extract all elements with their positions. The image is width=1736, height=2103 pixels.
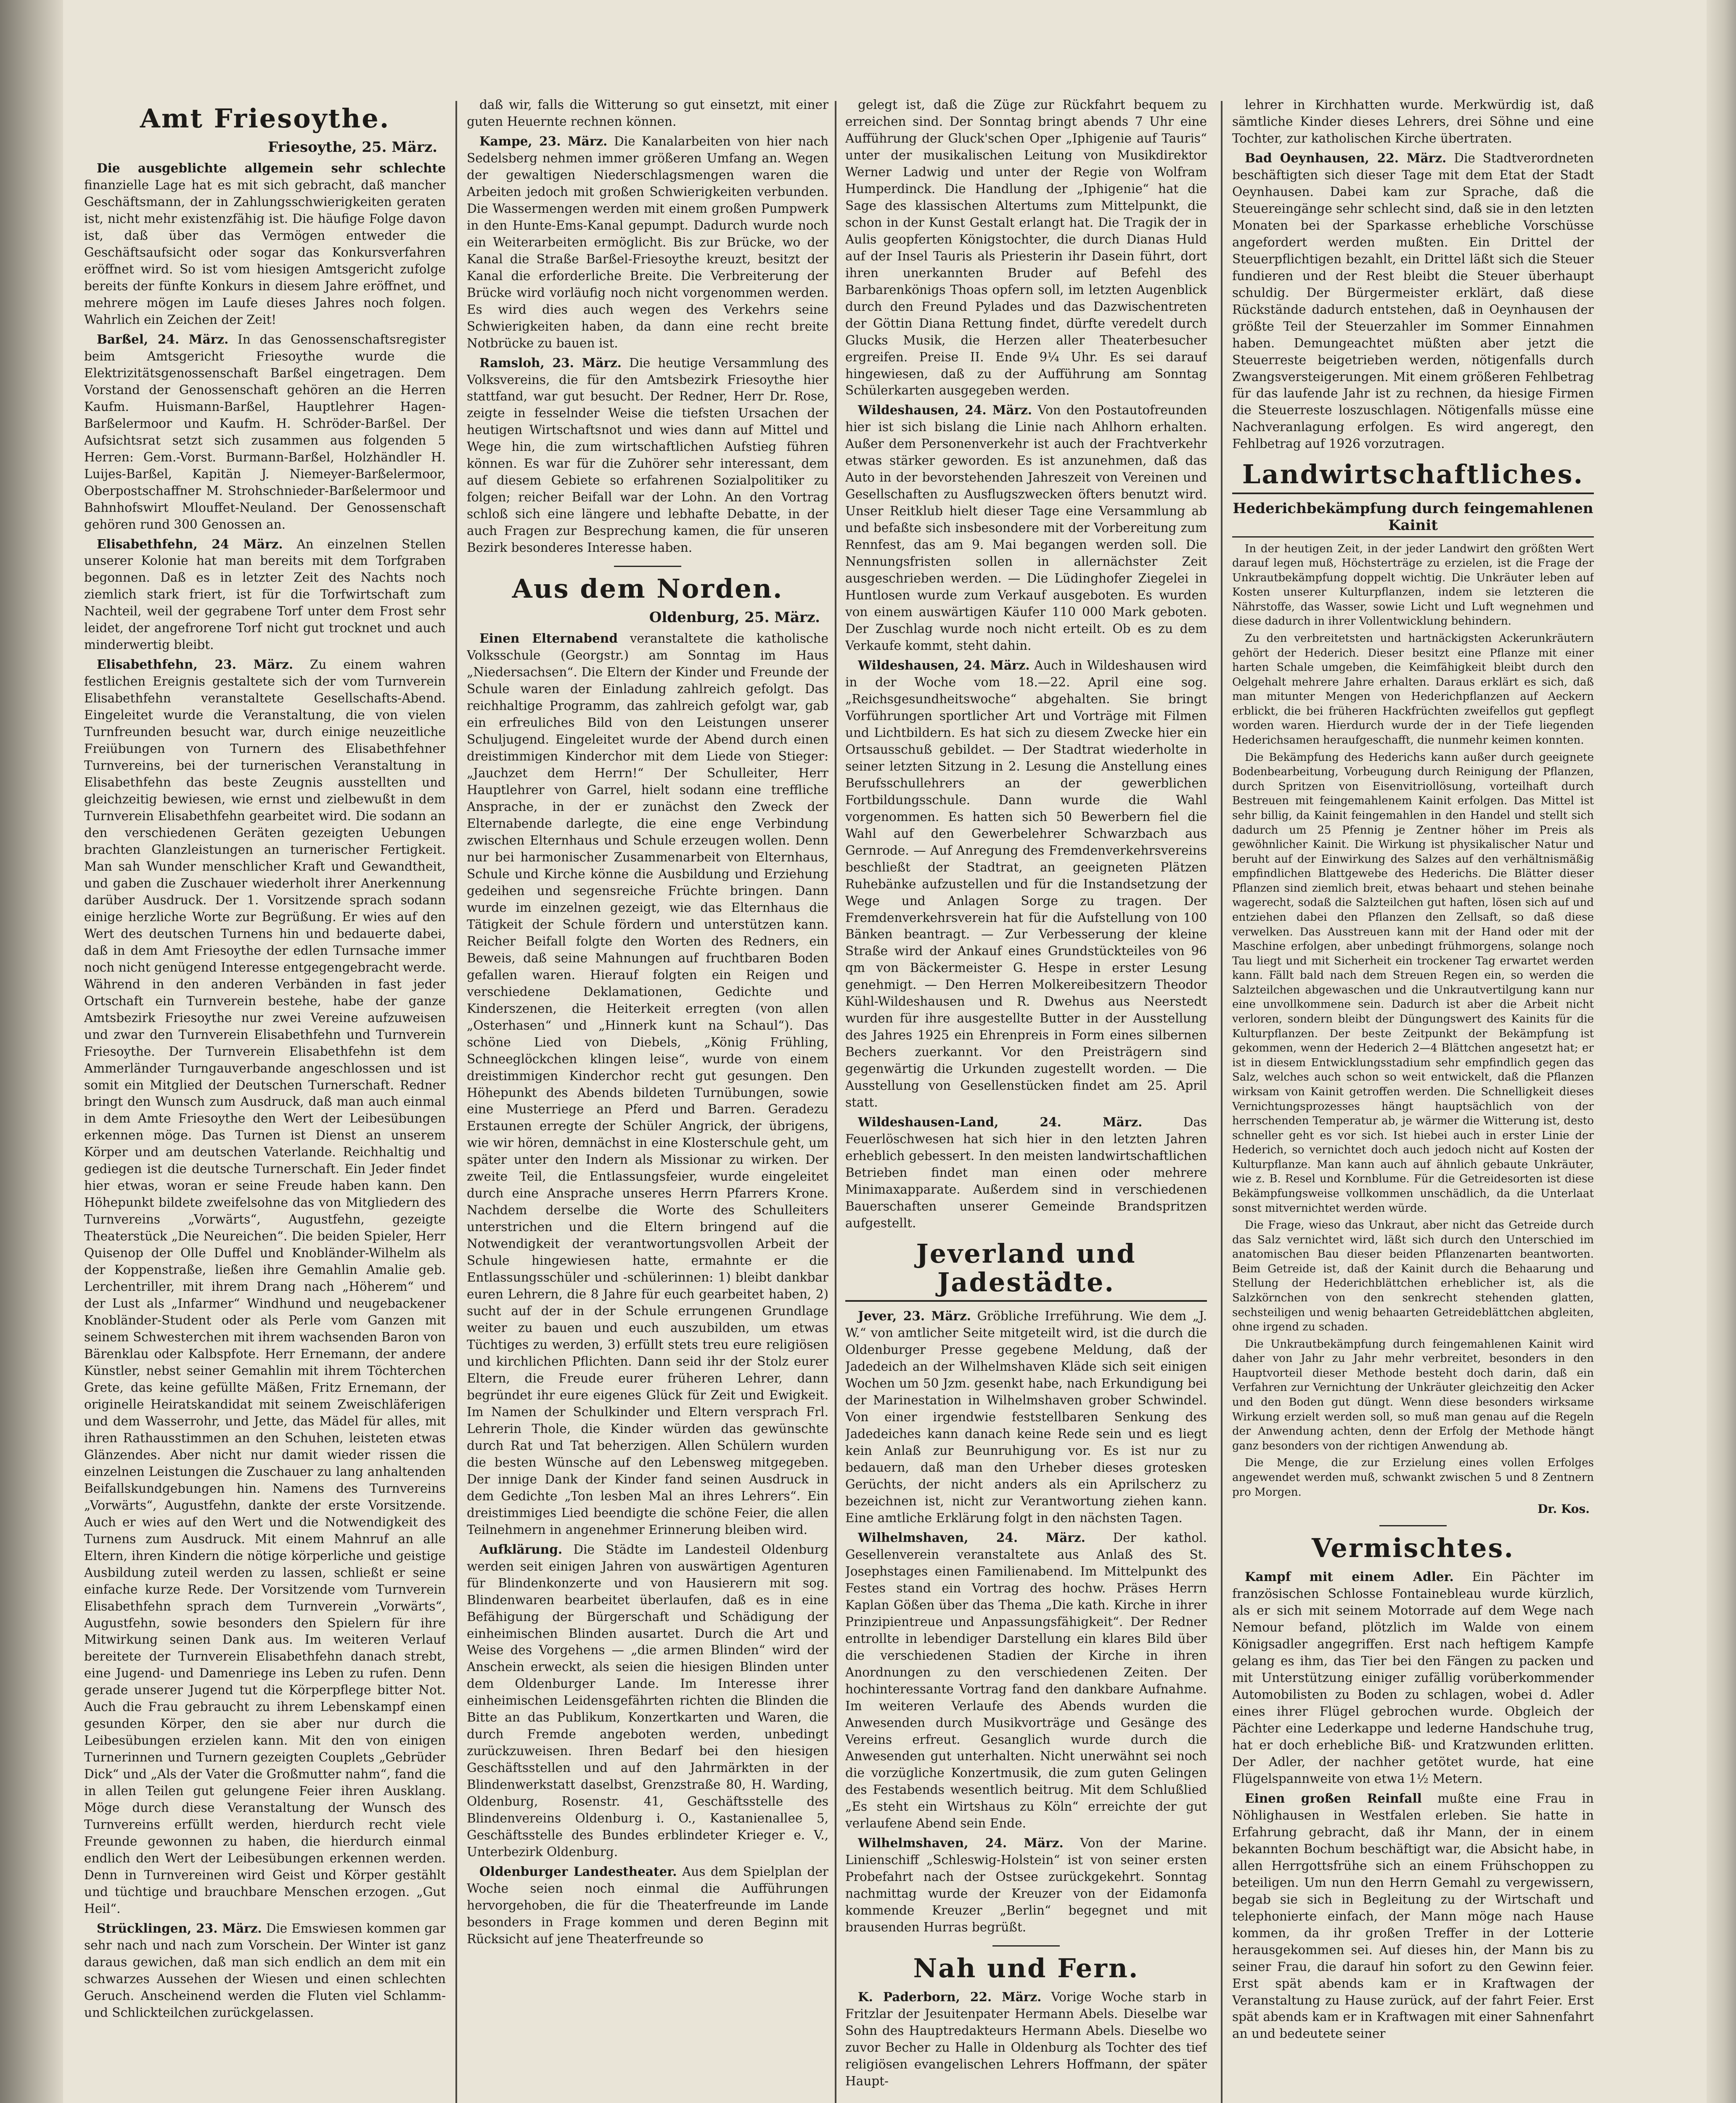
article-text: Das Feuerlöschwesen hat sich hier in den letzten Jahren erheblich gebessert. In den meisten landwirtschaftlichen Betrieben findet man einen oder mehrere Minimaxapparate. Außerdem sind in verschiedenen Bauerschaften unserer Gemeinde Brandspritzen aufgestellt.: [845, 1115, 1207, 1230]
article-paragraph: [1232, 750, 1594, 1216]
article-dateline: Barßel, 24. März.: [97, 331, 229, 347]
binding-gutter: [0, 0, 63, 2103]
section-heading: Amt Friesoythe.: [140, 103, 390, 134]
article-paragraph: [845, 1114, 1207, 1232]
article-text: Der kathol. Gesellenverein veranstaltete aus Anlaß des St. Josephstages einen Familienabend. Im Mittelpunkt des Festes stand ein Vortrag des hochw. Präses Herrn Kaplan Gößen über das Thema „Die kath. Kirche in ihrer Prinzipientreue und Anpassungsfähigkeit“. Der Redner entrollte in lebendiger Darstellung ein klares Bild über die verschiedenen Stadien der Kirche in ihren Anordnungen zu den verschiedenen Zeiten. Der hochinteressante Vortrag fand den dankbare Aufnahme. Im weiteren Verlaufe des Abends wurden die Anwesenden durch Musikvorträge und Gesänge des Vereins erfreut. Gesanglich wurde durch die Anwesenden gut unterhalten. Nicht unerwähnt sei noch die vorzügliche Konzertmusik, die zum guten Gelingen des Festabends wesentlich beitrug. Mit dem Schlußlied „Es steht ein Wirtshaus zu Köln“ erreichte der gut verlaufene Abend sein Ende.: [845, 1530, 1207, 1831]
article-text: Die Unkrautbekämpfung durch feingemahlenen Kainit wird daher von Jahr zu Jahr mehr verbreitet, besonders in den Hauptvorteil dieser Methode besteht doch darin, daß ein Verfahren zur Vernichtung der Unkräuter gleichzeitig den Acker und den Boden gut düngt. Wenn diese besonders wirksame Wirkung erzielt werden soll, so muß man genau auf die Regeln der Anwendung achten, denn der Erfolg der Methode hängt ganz besonders von der richtigen Anwendung ab.: [1232, 1338, 1594, 1452]
column-4: [1232, 97, 1594, 2103]
article-paragraph: [467, 1541, 828, 1861]
column-3: [845, 97, 1207, 2103]
article-paragraph: [1232, 1456, 1594, 1499]
dateline: Oldenburg, 25. März.: [649, 609, 820, 626]
article-paragraph: [1232, 1790, 1594, 2043]
article-text: Ein Pächter im französischen Schlosse Fontainebleau wurde kürzlich, als er sich mit seinem Motorrade auf dem Wege nach Nemour befand, plötzlich im Walde von einem Königsadler angegriffen. Erst nach heftigem Kampfe gelang es ihm, das Tier bei den Fängen zu packen und mit Unterstützung einiger zufällig vorüberkommender Automobilisten zu Boden zu schlagen, wobei d. Adler eines ihrer Flügel gebrochen wurde. Obgleich der Pächter eine Lederkappe und lederne Handschuhe trug, hat er doch erhebliche Biß- und Kratzwunden erlitten. Der Adler, der nachher getötet wurde, hat eine Flügelspannweite von etwa 1½ Metern.: [1232, 1570, 1594, 1786]
article-paragraph: [1232, 631, 1594, 748]
author-signature: Dr. Kos.: [1538, 1502, 1590, 1516]
article-paragraph: [84, 160, 446, 328]
article-dateline: Oldenburger Landestheater.: [479, 1864, 677, 1879]
article-text: Die Städte im Landesteil Oldenburg werden seit einigen Jahren von auswärtigen Agenturen für Blindenkonzerte und von Hausierern mit sog. Blindenwaren bearbeitet überlaufen, daß es in eine Befähigung der Bürgerschaft und Schädigung der einheimischen Blinden ausartet. Durch die Art und Weise des Vorgehens — „die armen Blinden“ wird der Anschein erweckt, als seien die hiesigen Blinden unter dem Oldenburger Lande. Im Interesse ihrer einheimischen Leidensgefährten richten die Blinden die Bitte an das Publikum, Konzertkarten und Waren, die durch Fremde angeboten werden, unbedingt zurückzuweisen. Ihren Bedarf bei den hiesigen Geschäftsstellen und auf den Jahrmärkten in der Blindenwerkstatt daselbst, Grenzstraße 80, H. Warding, Oldenburg, Rosenstr. 41, Geschäftsstelle des Blindenvereins Oldenburg i. O., Kastanienallee 5, Geschäftsstelle des Bundes erblindeter Krieger e. V., Unterbezirk Oldenburg.: [467, 1542, 828, 1859]
article-text: Zu den verbreitetsten und hartnäckigsten Ackerunkräutern gehört der Hederich. Dieser besitzt eine Pflanze mit einer harten Schale umgeben, die Keimfähigkeit bleibt durch den Oelgehalt mehrere Jahre erhalten. Daraus erklärt es sich, daß man mitunter Mengen von Hederichpflanzen auf Aeckern erblickt, die bei früheren Hackfrüchten zweifellos gut gepflegt worden waren. Hierdurch wurde der in der Tiefe liegenden Hederichsamen heraufgeschafft, die nunmehr keimen konnten.: [1232, 632, 1594, 747]
article-dateline: Einen Elternabend: [479, 631, 618, 646]
section-heading: Aus dem Norden.: [512, 573, 783, 604]
article-dateline: Aufklärung.: [479, 1541, 563, 1557]
column-rule: [1221, 101, 1223, 2103]
article-dateline: Kampe, 23. März.: [479, 133, 608, 148]
article-paragraph: [845, 657, 1207, 1111]
article-text: finanzielle Lage hat es mit sich gebracht, daß mancher Geschäftsmann, der in Zahlungsschwierigkeiten geraten ist, nicht mehr existenzfähig ist. Die häufige Folge davon ist, daß über das Vermögen entweder die Geschäftsaufsicht oder sogar das Konkursverfahren eröffnet wird. So ist vom hiesigen Amtsgericht zufolge bereits der fünfte Konkurs in diesem Jahre eröffnet, und mehrere mögen im Laufe dieses Jahres noch folgen. Wahrlich ein Zeichen der Zeit!: [84, 178, 446, 327]
article-text: Vorige Woche starb in Fritzlar der Jesuitenpater Hermann Abels. Dieselbe war Sohn des Hauptredakteurs Hermann Abels. Dieselbe wo zuvor Becher zu Halle in Oldenburg als Tochter des tief religiösen evangelischen Lehrers Hoffmann, der später Haupt-: [845, 1990, 1207, 2089]
article-dateline: Strücklingen, 23. März.: [97, 1920, 262, 1936]
dateline: Friesoythe, 25. März.: [267, 139, 437, 156]
article-text: Die heutige Versammlung des Volksvereins, die für den Amtsbezirk Friesoythe hier stattfand, war gut besucht. Der Redner, Herr Dr. Rose, zeigte in fesselnder Weise die tiefsten Ursachen der heutigen Wirtschaftsnot und wies dann auf Mittel und Wege hin, die zum wirtschaftlichen Aufstieg führen können. Es war für die Zuhörer sehr interessant, dem auf diesem Gebiete so erfahrenen Sozialpolitiker zu folgen; reicher Beifall war der Lohn. An den Vortrag schloß sich eine längere und lebhafte Debatte, in der auch Fragen zur Besprechung kamen, die für unseren Bezirk besonderes Interesse haben.: [467, 355, 828, 555]
column-rule: [455, 101, 457, 2103]
article-paragraph: [84, 331, 446, 533]
article-list: [84, 160, 446, 2021]
separator: [1379, 1525, 1447, 1526]
article-list: [1232, 97, 1594, 453]
sub-heading: Hederichbekämpfung durch feingemahlenen Kainit: [1232, 500, 1594, 538]
separator: [992, 1945, 1060, 1947]
article-paragraph: [1232, 150, 1594, 453]
article-text: Die Menge, die zur Erzielung eines vollen Erfolges angewendet werden muß, schwankt zwischen 5 und 8 Zentnern pro Morgen.: [1232, 1457, 1594, 1499]
section-heading: Vermischtes.: [1312, 1533, 1514, 1564]
article-list: [467, 97, 828, 556]
article-dateline: Elisabethfehn, 23. März.: [97, 657, 293, 672]
article-paragraph: [1232, 97, 1594, 147]
article-list: [845, 97, 1207, 1232]
article-dateline: Die ausgeblichte allgemein sehr schlechte: [97, 161, 446, 176]
article-paragraph: [845, 1835, 1207, 1936]
article-dateline: Wildeshausen, 24. März.: [858, 657, 1030, 673]
article-text: Die Kanalarbeiten von hier nach Sedelsberg nehmen immer größeren Umfang an. Wegen der gewaltigen Niederschlagsmengen waren die Arbeiten jedoch mit großen Schwierigkeiten verbunden. Die Wassermengen werden mit einem großen Pumpwerk in den Hunte-Ems-Kanal gepumpt. Dadurch wurde noch ein Weiterarbeiten ermöglicht. Bis zur Brücke, wo der Kanal die Straße Barßel-Friesoythe kreuzt, besitzt der Kanal die erforderliche Breite. Die Verbreiterung der Brücke wird vorläufig noch nicht vorgenommen werden. Es wird dies auch wegen des Verkehrs seine Schwierigkeiten haben, da dann eine recht breite Notbrücke zu bauen ist.: [467, 134, 828, 350]
article-text: Von den Postautofreunden hier ist sich bislang die Linie nach Ahlhorn erhalten. Außer dem Personenverkehr ist auch der Frachtverkehr etwas stärker geworden. Es ist anzunehmen, daß das Auto in der bevorstehenden Jahreszeit von Vereinen und Gesellschaften zu Ausflugszwecken öfters benutzt wird. Unser Reitklub hielt dieser Tage eine Versammlung ab und befaßte sich insbesondere mit der Vorbereitung zum Rennfest, das am 9. Mai begangen werden soll. Die Nennungsfristen sollen in allernächster Zeit ausgeschrieben werden. — Die Lüdinghofer Ziegelei in Huntlosen wurde zum Verkauf ausgeboten. Es wurden von einem auswärtigen Käufer 110 000 Mark geboten. Der Zuschlag wurde noch nicht erteilt. Ob es zu dem Verkaufe kommt, steht dahin.: [845, 403, 1207, 653]
article-dateline: Wildeshausen-Land, 24. März.: [858, 1115, 1143, 1130]
article-list: [1232, 1568, 1594, 2042]
article-text: daß wir, falls die Witterung so gut einsetzt, mit einer guten Heuernte rechnen können.: [467, 98, 828, 129]
page-edge: [1707, 0, 1736, 2103]
column-1: [84, 97, 446, 2103]
article-text: Auch in Wildeshausen wird in der Woche vom 18.—22. April eine sog. „Reichsgesundheitswoche“ abgehalten. Sie bringt Vorführungen sportlicher Art und Vorträge mit Filmen und Lichtbildern. Es hat sich zu diesem Zwecke hier ein Ortsausschuß gebildet. — Der Stadtrat wiederholte in seiner letzten Sitzung in 2. Lesung die Anstellung eines Berufsschullehrers an der gewerblichen Fortbildungsschule. Dann wurde die Wahl vorgenommen. Es hatten sich 50 Bewerbern fiel die Wahl auf den Gewerbelehrer Schwarzbach aus Gernrode. — Auf Anregung des Fremdenverkehrsvereins beschließt der Stadtrat, an geeigneten Plätzen Ruhebänke aufzustellen und für die Instandsetzung der Wege und Anlagen Sorge zu tragen. Der Fremdenverkehrsverein hat für die Aufstellung von 100 Bänken beantragt. — Zur Verbesserung der kleine Straße wird der Ankauf eines Grundstückteiles von 96 qm von Bäckermeister G. Hespe in erster Lesung genehmigt. — Den Herren Molkereibesitzern Theodor Kühl-Wildeshausen und R. Dwehus aus Neerstedt wurden für ihre ausgestellte Butter in der Ausstellung des Jahres 1925 ein Ehrenpreis in Form eines silbernen Bechers zuerkannt. Vor den Preisträgern sind gegenwärtig die Urkunden zugestellt worden. — Die Ausstellung von Gesellenstücken findet am 25. April statt.: [845, 658, 1207, 1110]
article-text: Die Bekämpfung des Hederichs kann außer durch geeignete Bodenbearbeitung, Vorbeugung durch Reinigung der Pflanzen, durch Spritzen von Eisenvitriollösung, vorteilhaft durch Bestreuen mit feingemahlenem Kainit erfolgen. Das Mittel ist sehr billig, da Kainit feingemahlen in den Handel und stellt sich dadurch um 25 Pfennig je Zentner höher im Preis als gewöhnlicher Kainit. Die Wirkung ist physikalischer Natur und beruht auf der Einwirkung des Salzes auf den verhältnismäßig empfindlichen Blattgewebe des Hederichs. Die Blätter dieser Pflanzen sind ziemlich breit, etwas behaart und stehen beinahe wagerecht, sodaß die Salzteilchen gut haften, lösen sich auf und entziehen dabei den Pflanzen den Zellsaft, so daß diese verwelken. Das Ausstreuen kann mit der Hand oder mit der Maschine erfolgen, aber unbedingt frühmorgens, solange noch Tau liegt und mit Sicherheit ein trockener Tag erwartet werden kann. Fällt bald nach dem Streuen Regen ein, so werden die Salzteilchen abgewaschen und die Unkrautvertilgung kann nur eine unvollkommene sein. Dadurch ist aber die Arbeit nicht verloren, sondern bleibt der Düngungswert des Kainits für die Kulturpflanzen. Der beste Zeitpunkt der Bekämpfung ist gekommen, wenn der Hederich 2—4 Blättchen angesetzt hat; er ist in diesem Entwicklungsstadium sehr empfindlich gegen das Salz, welches auch schon so weit entwickelt, daß die Pflanzen wirksam von Kainit getroffen werden. Die Schnelligkeit dieses Vernichtungsprozesses hängt hauptsächlich von der herrschenden Temperatur ab, je wärmer die Witterung ist, desto schneller geht es vor sich. Ist hiebei auch in erster Linie der Hederich, so vernichtet doch auch jedoch nicht auf Kosten der Kulturpflanze. Man kann auch auf ähnlich gebaute Unkräuter, wie z. B. Resel und Kornblume. Für die Getreidesorten ist diese Bekämpfungsweise vollkommen unschädlich, da die Unterlaat sonst mitvernichtet werden würde.: [1232, 751, 1594, 1215]
article-text: Die Emswiesen kommen gar sehr nach und nach zum Vorschein. Der Winter ist ganz daraus gewichen, daß man sich endlich an dem mit ein schwarzes Aussehen der Wiesen und einen schlechten Geruch. Anscheinend werden die Fluten viel Schlamm- und Schlickteilchen zurückgelassen.: [84, 1921, 446, 2020]
article-dateline: Ramsloh, 23. März.: [479, 355, 622, 370]
article-paragraph: [845, 402, 1207, 654]
article-dateline: K. Paderborn, 22. März.: [858, 1989, 1042, 2005]
article-text: veranstaltete die katholische Volksschule (Georgstr.) am Sonntag im Haus „Niedersachsen“. Die Eltern der Kinder und Freunde der Schule waren der Einladung zahlreich gefolgt. Das reichhaltige Programm, das zahlreich gefolgt war, gab ein erfreuliches Bild von den Leistungen unserer Schuljugend. Eingeleitet wurde der Abend durch einen dreistimmigen Kinderchor mit dem Liede von Stieger: „Jauchzet dem Herrn!“ Der Schulleiter, Herr Hauptlehrer von Garrel, hielt sodann eine treffliche Ansprache, in der er zunächst den Zweck der Elternabende darlegte, die eine enge Verbindung zwischen Elternhaus und Schule erzeugen wollen. Denn nur bei harmonischer Zusammenarbeit von Elternhaus, Schule und Kirche könne die Ausbildung und Erziehung gedeihen und segensreiche Früchte bringen. Dann wurde im einzelnen gezeigt, wie das Elternhaus die Tätigkeit der Schule fördern und unterstützen kann. Reicher Beifall folgte den Worten des Redners, ein Beweis, daß seine Mahnungen auf fruchtbaren Boden gefallen waren. Hierauf folgten ein Reigen und verschiedene Deklamationen, Gedichte und Kinderszenen, die Heiterkeit erregten (von allen „Osterhasen“ und „Hinnerk kunt na Schaul“). Das schöne Lied von Diebels, „König Frühling, Schneeglöckchen klingen leise“, wurde von einem dreistimmigen Kinderchor recht gut gesungen. Den Höhepunkt des Abends bildeten Turnübungen, sowie eine Musterriege an Pferd und Barren. Geradezu Erstaunen erregte der Schüler Angrick, der übrigens, wie wir hören, demnächst in eine Klosterschule geht, um später unter den Indern als Missionar zu wirken. Der zweite Teil, die Entlassungsfeier, wurde eingeleitet durch eine Ansprache unseres Herrn Pfarrers Krone. Nachdem derselbe die Worte des Schulleiters unterstrichen und die Eltern bringend auf die Notwendigkeit der verantwortungsvollen Arbeit der Schule hingewiesen hatte, ermahnte er die Entlassungsschüler und -schülerinnen: 1) bleibt dankbar euren Lehrern, die 8 Jahre für euch gearbeitet haben, 2) sucht auf der in der Schule errungenen Grundlage weiter zu bauen und euch auszubilden, um etwas Tüchtiges zu werden, 3) erfüllt stets treu eure religiösen und kirchlichen Pflichten. Dann seid ihr der Stolz eurer Eltern, die Freude eurer früheren Lehrer, dann begründet ihr eure eigenes Glück für Zeit und Ewigkeit. Im Namen der Schulkinder und Eltern versprach Frl. Lehrerin Thole, die Kinder würden das gewünschte durch Rat und Tat beherzigen. Allen Schülern wurden die besten Wünsche auf den Lebensweg mitgegeben. Der innige Dank der Kinder fand seinen Ausdruck in dem Gedichte „Ton lesben Mal an ihres Lehrers“. Ein dreistimmiges Lied beendigte die schöne Feier, die allen Teilnehmern in angenehmer Erinnerung bleiben wird.: [467, 631, 828, 1537]
article-text: Von der Marine. Linienschiff „Schleswig-Holstein“ ist von seiner ersten Probefahrt nach der Ostsee zurückgekehrt. Sonntag nachmittag wurde der Kreuzer von der Eidamonfa kommende Kreuzer „Berlin“ begegnet und mit brausenden Hurras begrüßt.: [845, 1836, 1207, 1935]
article-paragraph: [84, 656, 446, 1918]
article-paragraph: [1232, 1568, 1594, 1788]
article-text: Zu einem wahren festlichen Ereignis gestaltete sich der vom Turnverein Elisabethfehn veranstaltete Gesellschafts-Abend. Eingeleitet wurde die Veranstaltung, die von vielen Turnfreunden besucht war, durch einige neuzeitliche Freiübungen von Turnern des Elisabethfehner Turnvereins, bei der turnerischen Veranstaltung in Elisabethfehn das beste Zeugnis ausstellten und gleichzeitig bewiesen, wie ernst und zielbewußt in dem Turnverein Elisabethfehn gearbeitet wird. Die sodann an den verschiedenen Geräten gezeigten Uebungen brachten Glanzleistungen an turnerischer Fertigkeit. Man sah Wunder menschlicher Kraft und Gewandtheit, und gaben die Zuschauer wiederholt ihrer Anerkennung darüber Ausdruck. Der 1. Vorsitzende sprach sodann einige herzliche Worte zur Begrüßung. Er wies auf den Wert des deutschen Turnens hin und bedauerte dabei, daß in dem Amt Friesoythe der edlen Turnsache immer noch nicht genügend Interesse entgegengebracht werde. Während in den anderen Verbänden in fast jeder Ortschaft ein Turnverein bestehe, habe der ganze Amtsbezirk Friesoythe nur zwei Vereine aufzuweisen und zwar den Turnverein Elisabethfehn und Turnverein Friesoythe. Der Turnverein Elisabethfehn ist dem Ammerländer Turngauverbande angeschlossen und ist somit ein Mitglied der Deutschen Turnerschaft. Redner bringt den Wunsch zum Ausdruck, daß man auch einmal in dem Amte Friesoythe den Wert der Leibesübungen erkennen möge. Das Turnen ist Dienst an unserem Körper und am deutschen Vaterlande. Reichhaltig und gediegen ist die deutsche Turnerschaft. Ein Jeder findet hier etwas, woran er seine Freude haben kann. Den Höhepunkt bildete zweifelsohne das von Mitgliedern des Turnvereins „Vorwärts“, Augustfehn, gezeigte Theaterstück „Die Neureichen“. Die beiden Spieler, Herr Quisenop der Olle Duffel und Knobländer-Wilhelm als der Koppenstraße, ließen ihre Gemahlin Amalie geb. Lerchentriller, mit ihrem Drang nach „Höherem“ und der Lust als „Infarmer“ Windhund und neugebackener Knobländer-Student oder als Perle vom Ganzen mit seinem Schwesterchen mit ihrem wachsenden Baron von Bärenklau oder Kalbspfote. Herr Ernemann, der andere Künstler, nebst seiner Gemahlin mit ihrem Töchterchen Grete, das keine gefüllte Mäßen, Fritz Ernemann, der originelle Heiratskandidat mit seinem Zweischläferigen und dem Wasserrohr, und Jette, das Mädel für alles, mit ihren Rathausstimmen an den Schuhen, leisteten etwas Glänzendes. Aber nicht nur damit wieder rissen die einzelnen Leistungen die Zuschauer zu lang anhaltenden Beifallskundgebungen hin. Namens des Turnvereins „Vorwärts“, Augustfehn, dankte der erste Vorsitzende. Auch er wies auf den Wert und die Notwendigkeit des Turnens zum Ausdruck. Mit einem Mahnruf an alle Eltern, ihren Kindern die nötige körperliche und geistige Ausbildung zuteil werden zu lassen, schließt er seine einfache kurze Rede. Der Vorsitzende vom Turnverein Elisabethfehn sprach dem Turnverein „Vorwärts“, Augustfehn, sowie besonders den Spielern für ihre Mitwirkung seinen Dank aus. Im weiteren Verlauf bereitete der Turnverein Elisabethfehn danach strebt, eine Jugend- und Damenriege ins Leben zu rufen. Denn gerade unserer Jugend tut die Körperpflege bitter Not. Auch die Frau gebraucht zu ihrem Lebenskampf einen gesunden Körper, den sie aber nur durch die Leibesübungen erzielen kann. Mit den von einigen Turnerinnen und Turnern gezeigten Couplets „Gebrüder Dick“ und „Als der Vater die Großmutter nahm“, fand die in allen Teilen gut gelungene Feier ihren Ausklang. Möge durch diese Veranstaltung der Wunsch des Turnvereins erfüllt werden, hierdurch recht viele Freunde gewonnen zu haben, die hierdurch einmal endlich den Wert der Leibesübungen erkennen werden. Denn in Turnvereinen wird Geist und Körper gestählt und tüchtige und brauchbare Menschen erzogen. „Gut Heil“.: [84, 657, 446, 1916]
article-paragraph: [467, 1863, 828, 1948]
article-dateline: Elisabethfehn, 24 März.: [97, 536, 283, 551]
article-paragraph: [845, 1308, 1207, 1527]
article-list: [845, 1308, 1207, 1936]
article-dateline: Wilhelmshaven, 24. März.: [858, 1835, 1064, 1851]
article-dateline: Bad Oeynhausen, 22. März.: [1245, 150, 1447, 165]
article-text: Die Frage, wieso das Unkraut, aber nicht das Getreide durch das Salz vernichtet wird, läßt sich durch den Unterschied im anatomischen Bau dieser beiden Pflanzenarten beantworten. Beim Getreide ist, daß der Kainit durch die Behaarung und Stellung der Hederichblättchen erheblicher ist, als die Salzkörnchen von den senkrecht stehenden glatten, sechsteiligen und wenig behaarten Getreideblättchen abgleiten, ohne irgend zu schaden.: [1232, 1219, 1594, 1334]
article-text: Die Stadtverordneten beschäftigten sich dieser Tage mit dem Etat der Stadt Oeynhausen. Dabei kam zur Sprache, daß die Steuereingänge sehr schlecht sind, daß sie in den letzten Monaten bei der Sparkasse erhebliche Vorschüsse angefordert werden mußten. Ein Drittel der Steuerpflichtigen bezahlt, ein Drittel läßt sich die Steuer fundieren und der Rest bleibt die Steuer überhaupt schuldig. Der Bürgermeister erklärt, daß diese Rückstände dadurch entstehen, daß in Oeynhausen der größte Teil der Steuerzahler im Sommer Einnahmen haben. Demungeachtet müßten aber jetzt die Steuerreste beigetrieben werden, nötigenfalls durch Zwangsversteigerungen. Mit einem größeren Fehlbetrag für das laufende Jahr ist zu rechnen, da hiesige Firmen die Steuerreste loszuschlagen. Nötigenfalls müsse eine Nachveranlagung erfolgen. Es wird angeregt, den Fehlbetrag auf 1926 vorzutragen.: [1232, 151, 1594, 451]
article-paragraph: [467, 133, 828, 352]
article-paragraph: [467, 97, 828, 130]
separator: [614, 566, 681, 567]
section-heading: Landwirtschaftliches.: [1232, 460, 1594, 494]
section-heading: Nah und Fern.: [913, 1953, 1139, 1984]
article-paragraph: [1232, 1218, 1594, 1335]
article-paragraph: [84, 1920, 446, 2021]
article-text: Aus dem Spielplan der Woche seien noch einmal die Aufführungen hervorgehoben, die für die Theaterfreunde im Lande besonders in Frage kommen und deren Beginn mit Rücksicht auf jene Theaterfreunde so: [467, 1865, 828, 1946]
article-paragraph: [845, 1989, 1207, 2090]
article-text: Gröbliche Irreführung. Wie dem „J. W.“ von amtlicher Seite mitgeteilt wird, ist die durch die Oldenburger Presse gegebene Meldung, daß der Jadedeich an der Wilhelmshaven Kläde sich seit einigen Wochen um 50 Jzm. gesenkt habe, nach Erkundigung bei der Marinestation in Wilhelmshaven grober Schwindel. Von einer irgendwie feststellbaren Senkung des Jadedeiches kann danach keine Rede sein und es liegt kein Anlaß zur Beunruhigung vor. Es ist nur zu bedauern, daß man den Urheber dieses grotesken Gerüchts, der nicht anders als ein Aprilscherz zu bezeichnen ist, nicht zur Verantwortung ziehen kann. Eine amtliche Erklärung folgt in den nächsten Tagen.: [845, 1309, 1207, 1525]
article-dateline: Wildeshausen, 24. März.: [858, 403, 1032, 418]
article-paragraph: [1232, 1337, 1594, 1454]
article-paragraph: [845, 1529, 1207, 1832]
article-paragraph: [845, 97, 1207, 399]
column-2: [467, 97, 828, 2103]
article-paragraph: [467, 355, 828, 557]
article-text: gelegt ist, daß die Züge zur Rückfahrt bequem zu erreichen sind. Der Sonntag bringt abends 7 Uhr eine Aufführung der Gluck'schen Oper „Iphigenie auf Tauris“ unter der musikalischen Leitung von Musikdirektor Werner Ladwig und unter der Regie von Wolfram Humperdinck. Die Handlung der „Iphigenie“ hat die Sage des klassischen Altertums zum Mittelpunkt, die schon in der Kunst Gestalt erlangt hat. Die Tragik der in Aulis geopferten Königstochter, die durch Dianas Huld auf der Insel Tauris als Priesterin ihr Dasein führt, dort ihren unerkannten Bruder auf Befehl des Barbarenkönigs Thoas opfern soll, im letzten Augenblick durch den Freund Pylades und das Dazwischentreten der Göttin Diana Rettung findet, dürfte veredelt durch Glucks Musik, die Herzen aller Theaterbesucher ergreifen. Preise II. Ende 9¼ Uhr. Es sei darauf hingewiesen, daß zu der Aufführung am Sonntag Schülerkarten ausgegeben werden.: [845, 98, 1207, 398]
article-dateline: Einen großen Reinfall: [1245, 1790, 1422, 1806]
article-dateline: Jever, 23. März.: [858, 1308, 971, 1324]
article-dateline: Wilhelmshaven, 24. März.: [858, 1530, 1085, 1545]
article-paragraph: [84, 536, 446, 654]
section-heading: Jeverland und Jadestädte.: [845, 1240, 1207, 1302]
article-list: [467, 630, 828, 1948]
column-rule: [835, 101, 836, 2103]
article-paragraph: [467, 630, 828, 1538]
article-paragraph: [1232, 542, 1594, 629]
article-list: [845, 1989, 1207, 2090]
article-text: mußte eine Frau in Nöhlighausen in Westfalen erleben. Sie hatte in Erfahrung gebracht, daß ihr Mann, der in einem bekannten Bochum beschäftigt war, die Absicht habe, in allen Herrgottsfrühe sich an einem Frühschoppen zu beteiligen. Um nun den Herrn Gemahl zu vergewissern, begab sie sich in Begleitung zu der Wirtschaft und telephonierte einfach, der Mann möge nach Hause kommen, da ihr großen Treffer in der Lotterie herausgekommen sei. Auf dieses hin, der Mann bis zu seiner Frau, die darauf hin sofort zu den Gewinn feier. Erst spät abends kam er in Kraftwagen der Veranstaltung zu Hause zurück, auf der fahrt Feier. Erst spät abends kam er in Kraftwagen mit einer Sahnenfahrt an und bedeutete seiner: [1232, 1791, 1594, 2041]
article-list: [1232, 542, 1594, 1500]
article-text: lehrer in Kirchhatten wurde. Merkwürdig ist, daß sämtliche Kinder dieses Lehrers, drei Söhne und eine Tochter, zur katholischen Kirche übertraten.: [1232, 98, 1594, 146]
article-dateline: Kampf mit einem Adler.: [1245, 1569, 1454, 1584]
article-text: An einzelnen Stellen unserer Kolonie hat man bereits mit dem Torfgraben begonnen. Daß es in letzter Zeit des Nachts noch ziemlich stark friert, ist für die Torfwirtschaft zum Nachteil, weil der gegrabene Torf unter dem Frost sehr leidet, der angefrorene Torf nicht gut trocknet und auch minderwertig bleibt.: [84, 537, 446, 652]
article-text: In das Genossenschaftsregister beim Amtsgericht Friesoythe wurde die Elektrizitätsgenossenschaft Barßel eingetragen. Dem Vorstand der Genossenschaft gehören an die Herren Kaufm. Huismann-Barßel, Hauptlehrer Hagen-Barßelermoor und Kaufm. H. Schröder-Barßel. Der Aufsichtsrat setzt sich zusammen aus folgenden 5 Herren: Gem.-Vorst. Burmann-Barßel, Holzhändler H. Luijes-Barßel, Kapitän J. Niemeyer-Barßelermoor, Oberpostschaffner M. Strohschnieder-Barßelermoor und Bahnhofswirt Mlouffet-Neuland. Der Genossenschaft gehören rund 300 Genossen an.: [84, 332, 446, 532]
article-text: In der heutigen Zeit, in der jeder Landwirt den größten Wert darauf legen muß, Höchsterträge zu erzielen, ist die Frage der Unkrautbekämpfung doppelt wichtig. Die Unkräuter leben auf Kosten unserer Kulturpflanzen, indem sie letzteren die Nährstoffe, das Wasser, sowie Licht und Luft wegnehmen und diese dadurch in ihrer Vollentwicklung behindern.: [1232, 542, 1594, 628]
